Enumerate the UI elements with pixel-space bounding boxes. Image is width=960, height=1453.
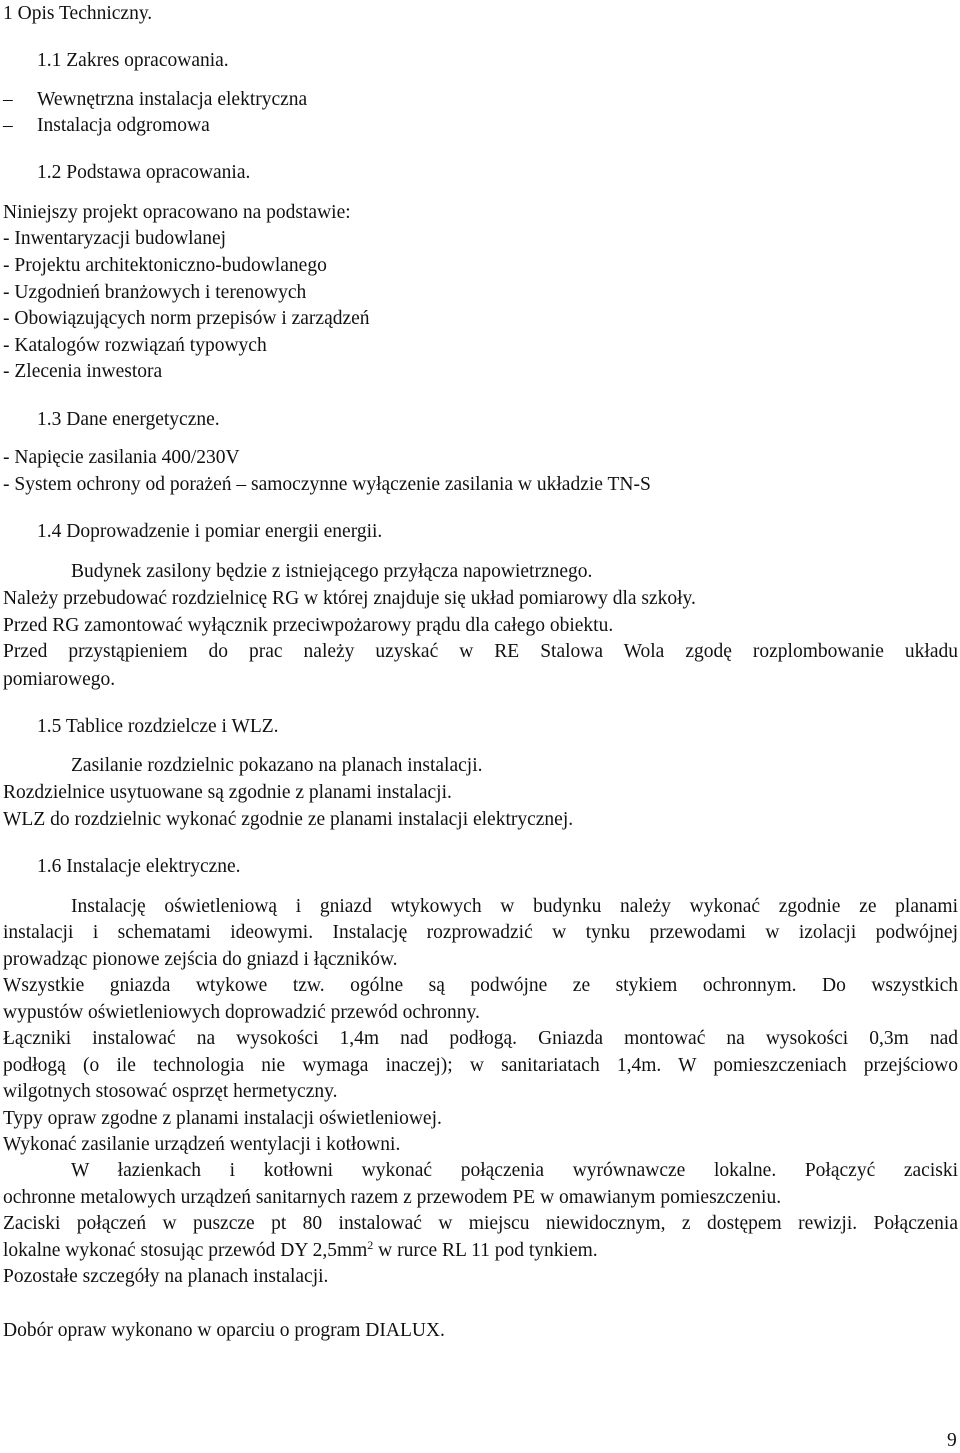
installation-line: Wszystkie gniazda wtykowe tzw. ogólne są podwójne ze stykiem ochronnym. Do wszystkich <box>3 975 958 996</box>
installation-line: Typy opraw zgodne z planami instalacji oświetleniowej. <box>3 1108 442 1129</box>
section-1-4-title: 1.4 Doprowadzenie i pomiar energii energii. <box>37 521 383 542</box>
supply-line: Należy przebudować rozdzielnicę RG w której znajduje się układ pomiarowy dla szkoły. <box>3 588 696 609</box>
basis-item: - Katalogów rozwiązań typowych <box>3 335 267 356</box>
superscript: 2 <box>367 1238 374 1252</box>
energy-item: - System ochrony od porażeń – samoczynne wyłączenie zasilania w układzie TN-S <box>3 474 651 495</box>
supply-line: Budynek zasilony będzie z istniejącego przyłącza napowietrznego. <box>71 561 593 582</box>
installation-line: instalacji i schematami ideowymi. Instalację rozprowadzić w tynku przewodami w izolacji podwójnej <box>3 922 958 943</box>
basis-item: - Projektu architektoniczno-budowlanego <box>3 255 327 276</box>
list-dash: – <box>3 89 13 110</box>
list-dash: – <box>3 115 13 136</box>
basis-intro: Niniejszy projekt opracowano na podstawie: <box>3 202 351 223</box>
basis-item: - Obowiązujących norm przepisów i zarządzeń <box>3 308 370 329</box>
page-number: 9 <box>947 1430 957 1451</box>
installation-line: lokalne wykonać stosując przewód DY $2,5mm^2$ w rurce RL 11 pod tynkiem. <box>3 1238 598 1261</box>
supply-line: pomiarowego. <box>3 669 116 690</box>
supply-line: Przed RG zamontować wyłącznik przeciwpożarowy prądu dla całego obiektu. <box>3 615 614 636</box>
installation-line: Instalację oświetleniową i gniazd wtykowych w budynku należy wykonać zgodnie ze planami <box>71 896 958 917</box>
energy-item: - Napięcie zasilania 400/230V <box>3 447 240 468</box>
scope-item: Instalacja odgromowa <box>37 115 210 136</box>
installation-line: Pozostałe szczegóły na planach instalacji. <box>3 1266 329 1287</box>
supply-line: Przed przystąpieniem do prac należy uzyskać w RE Stalowa Wola zgodę rozplombowanie układu <box>3 641 958 662</box>
switchboard-line: Zasilanie rozdzielnic pokazano na planach instalacji. <box>71 755 483 776</box>
installation-line: W łazienkach i kotłowni wykonać połączenia wyrównawcze lokalne. Połączyć zaciski <box>71 1160 958 1181</box>
installation-line: Zaciski połączeń w puszcze pt 80 instalować w miejscu niewidocznym, z dostępem rewizji. Połączenia <box>3 1213 958 1234</box>
basis-item: - Zlecenia inwestora <box>3 361 163 382</box>
installation-line: wypustów oświetleniowych doprowadzić przewód ochronny. <box>3 1002 480 1023</box>
section-1-3-title: 1.3 Dane energetyczne. <box>37 409 220 430</box>
section-1-1-title: 1.1 Zakres opracowania. <box>37 50 229 71</box>
section-1-2-title: 1.2 Podstawa opracowania. <box>37 162 251 183</box>
switchboard-line: WLZ do rozdzielnic wykonać zgodnie ze planami instalacji elektrycznej. <box>3 809 574 830</box>
installation-line: Łączniki instalować na wysokości 1,4m nad podłogą. Gniazda montować na wysokości 0,3m nad <box>3 1028 958 1049</box>
installation-line: ochronne metalowych urządzeń sanitarnych razem z przewodem PE w omawianym pomieszczeniu. <box>3 1187 782 1208</box>
basis-item: - Uzgodnień branżowych i terenowych <box>3 282 307 303</box>
installation-line: podłogą (o ile technologia nie wymaga inaczej); w sanitariatach 1,4m. W pomieszczeniach przejściowo <box>3 1055 958 1076</box>
switchboard-line: Rozdzielnice usytuowane są zgodnie z planami instalacji. <box>3 782 452 803</box>
basis-item: - Inwentaryzacji budowlanej <box>3 228 227 249</box>
section-1-5-title: 1.5 Tablice rozdzielcze i WLZ. <box>37 716 279 737</box>
closing-note: Dobór opraw wykonano w oparciu o program DIALUX. <box>3 1320 445 1341</box>
section-1-6-title: 1.6 Instalacje elektryczne. <box>37 856 241 877</box>
scope-item: Wewnętrzna instalacja elektryczna <box>37 89 308 110</box>
document-heading: 1 Opis Techniczny. <box>3 3 153 24</box>
installation-line: Wykonać zasilanie urządzeń wentylacji i kotłowni. <box>3 1134 401 1155</box>
installation-line: prowadząc pionowe zejścia do gniazd i łączników. <box>3 949 398 970</box>
installation-line: wilgotnych stosować osprzęt hermetyczny. <box>3 1081 338 1102</box>
